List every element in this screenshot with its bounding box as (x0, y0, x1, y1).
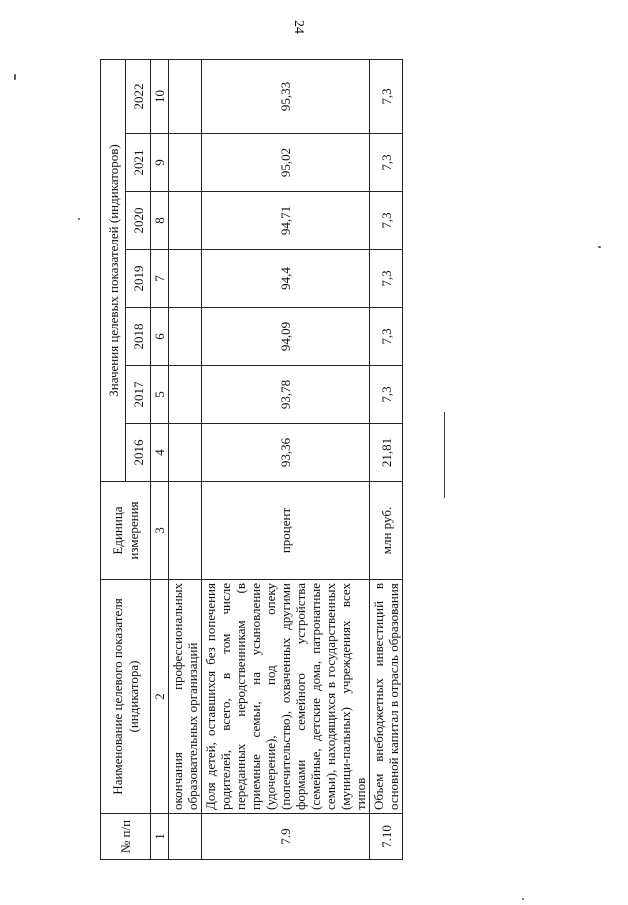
scan-speck (14, 74, 16, 80)
header-year: 2020 (126, 192, 151, 250)
header-year: 2018 (126, 308, 151, 366)
row-unit (169, 482, 202, 580)
row-value (169, 366, 202, 424)
row-value: 21,81 (370, 424, 403, 482)
scan-speck (78, 218, 80, 220)
row-value (169, 134, 202, 192)
rotated-table-container (100, 60, 510, 860)
column-number: 4 (151, 424, 169, 482)
row-value: 94,71 (202, 192, 370, 250)
header-row-1 (101, 59, 126, 859)
row-value (169, 250, 202, 308)
column-number: 10 (151, 59, 169, 133)
table-row (370, 59, 403, 859)
row-num (169, 814, 202, 860)
row-value: 95,33 (202, 59, 370, 133)
column-number: 7 (151, 250, 169, 308)
column-number: 8 (151, 192, 169, 250)
header-year: 2022 (126, 59, 151, 133)
column-number: 5 (151, 366, 169, 424)
column-number: 2 (151, 580, 169, 814)
row-value (169, 308, 202, 366)
header-name: Наименование целевого показателя (индикатора) (101, 580, 151, 814)
row-indicator-name: окончания профессиональных образовательных организаций (169, 580, 202, 814)
row-indicator-name: Объем внебюджетных инвестиций в основной капитал в отрасль образования (370, 580, 403, 814)
row-value: 94,09 (202, 308, 370, 366)
header-year: 2021 (126, 134, 151, 192)
scan-speck (598, 246, 601, 248)
column-number: 3 (151, 482, 169, 580)
row-value: 93,78 (202, 366, 370, 424)
row-value: 7,3 (370, 308, 403, 366)
scan-speck (522, 898, 524, 900)
row-indicator-name: Доля детей, оставшихся без попечения родителей, всего, в том числе переданных неродственникам (в приемные семьи, на усыновление (удочерение), под опеку (попечительство), охваченных другими формами семейного устройства (семейные, детские дома, патронатные семьи), находящихся в государственных (муници-пальных) учреждениях всех типов (202, 580, 370, 814)
table-row (202, 59, 370, 859)
row-value: 7,3 (370, 192, 403, 250)
table-row (169, 59, 202, 859)
row-value: 7,3 (370, 134, 403, 192)
row-value (169, 192, 202, 250)
page-number: 24 (291, 20, 306, 34)
row-value: 7,3 (370, 250, 403, 308)
row-unit: процент (202, 482, 370, 580)
target-indicators-table (100, 59, 403, 860)
row-num: 7.9 (202, 814, 370, 860)
row-num: 7.10 (370, 814, 403, 860)
row-value: 93,36 (202, 424, 370, 482)
row-value: 7,3 (370, 366, 403, 424)
header-year: 2017 (126, 366, 151, 424)
header-values-group: Значения целевых показателей (индикаторов) (101, 59, 126, 481)
column-number: 1 (151, 814, 169, 860)
row-value: 7,3 (370, 59, 403, 133)
header-unit: Единица измерения (101, 482, 151, 580)
column-number: 9 (151, 134, 169, 192)
separator-line (444, 412, 445, 498)
header-year: 2019 (126, 250, 151, 308)
row-unit: млн руб. (370, 482, 403, 580)
row-value: 94,4 (202, 250, 370, 308)
header-year: 2016 (126, 424, 151, 482)
row-value (169, 424, 202, 482)
header-num: № п/п (101, 814, 151, 860)
column-number-row (151, 59, 169, 859)
row-value: 95,02 (202, 134, 370, 192)
column-number: 6 (151, 308, 169, 366)
row-value (169, 59, 202, 133)
